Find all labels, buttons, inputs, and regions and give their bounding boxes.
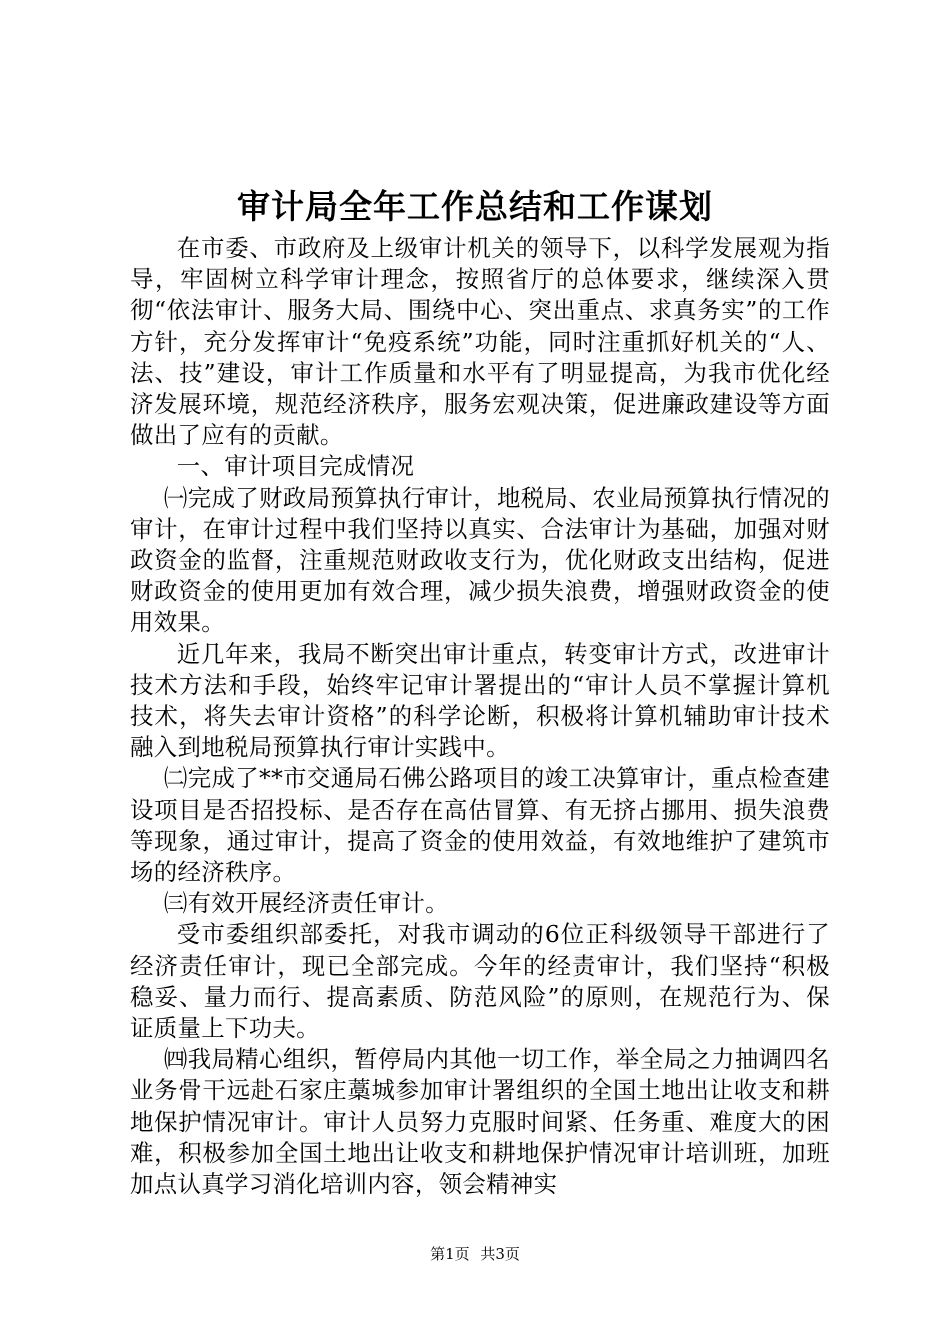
- document-title: 审计局全年工作总结和工作谋划: [237, 187, 713, 226]
- paragraph-item-1: ㈠完成了财政局预算执行审计，地税局、农业局预算执行情况的审计，在审计过程中我们坚持以真实、合法审计为基础，加强对财政资金的监督，注重规范财政收支行为，优化财政支出结构，促进财政资金的使用更加有效合理，减少损失浪费，增强财政资金的使用效果。: [130, 483, 830, 637]
- paragraph-economic-responsibility: 受市委组织部委托，对我市调动的6位正科级领导干部进行了经济责任审计，现已全部完成。今年的经责审计，我们坚持“积极稳妥、量力而行、提高素质、防范风险”的原则，在规范行为、保证质量上下功夫。: [130, 920, 830, 1043]
- document-body: [130, 233, 830, 1200]
- paragraph-item-2: ㈡完成了**市交通局石佛公路项目的竣工决算审计，重点检查建设项目是否招投标、是否存在高估冒算、有无挤占挪用、损失浪费等现象，通过审计，提高了资金的使用效益，有效地维护了建筑市场的经济秩序。: [130, 764, 830, 887]
- paragraph-computer-audit: 近几年来，我局不断突出审计重点，转变审计方式，改进审计技术方法和手段，始终牢记审计署提出的“审计人员不掌握计算机技术，将失去审计资格”的科学论断，积极将计算机辅助审计技术融入到地税局预算执行审计实践中。: [130, 639, 830, 762]
- paragraph-item-3: ㈢有效开展经济责任审计。: [163, 889, 449, 918]
- page-footer: [0, 1244, 950, 1264]
- page-number: 第1页: [430, 1245, 470, 1263]
- section-heading-audit-projects: 一、审计项目完成情况: [176, 452, 415, 481]
- paragraph-item-4: ㈣我局精心组织，暂停局内其他一切工作，举全局之力抽调四名业务骨干远赴石家庄藁城参加审计署组织的全国土地出让收支和耕地保护情况审计。审计人员努力克服时间紧、任务重、难度大的困难，积极参加全国土地出让收支和耕地保护情况审计培训班，加班加点认真学习消化培训内容，领会精神实: [130, 1045, 830, 1199]
- paragraph-intro: 在市委、市政府及上级审计机关的领导下，以科学发展观为指导，牢固树立科学审计理念，按照省厅的总体要求，继续深入贯彻“依法审计、服务大局、围绕中心、突出重点、求真务实”的工作方针，充分发挥审计“免疫系统”功能，同时注重抓好机关的“人、法、技”建设，审计工作质量和水平有了明显提高，为我市优化经济发展环境，规范经济秩序，服务宏观决策，促进廉政建设等方面做出了应有的贡献。: [130, 234, 830, 450]
- page-total: 共3页: [480, 1245, 520, 1263]
